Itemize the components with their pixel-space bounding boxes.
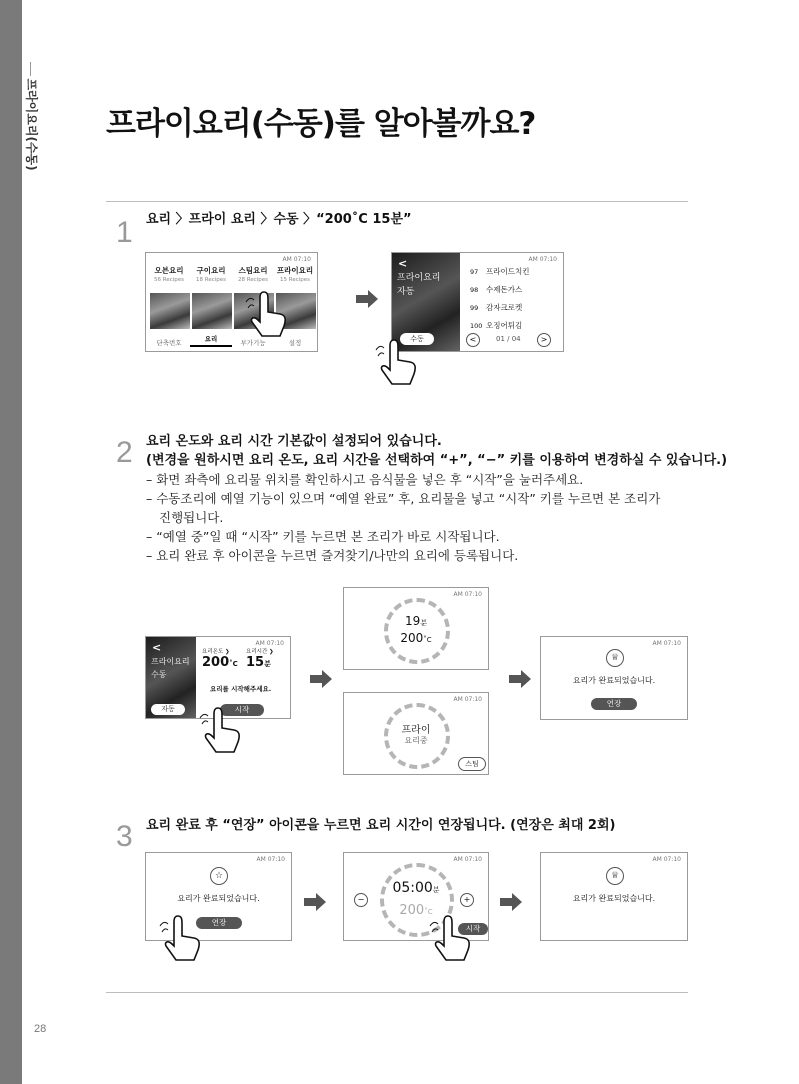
- right-arrow-icon: [500, 893, 522, 911]
- complete-message: 요리가 완료되었습니다.: [572, 676, 656, 685]
- status-bar: AM 07:10: [652, 640, 681, 647]
- category-fry[interactable]: 프라이요리 15 Recipes: [276, 266, 314, 283]
- right-arrow-icon: [509, 670, 531, 688]
- status-bar: AM 07:10: [282, 256, 311, 263]
- sidebar-band: [0, 0, 22, 1084]
- panel-title: 프라이요리: [397, 273, 441, 283]
- cooking-state: 요리중: [404, 736, 428, 745]
- recipe-item[interactable]: 97 프라이드치킨: [470, 267, 530, 276]
- status-bar: AM 07:10: [453, 591, 482, 598]
- status-bar: AM 07:10: [652, 856, 681, 863]
- cooking-temp: 200˚C: [400, 631, 432, 645]
- complete-message: 요리가 완료되었습니다.: [572, 894, 656, 903]
- complete-message: 요리가 완료되었습니다.: [177, 894, 260, 903]
- temp-label[interactable]: 요리온도 ❯: [202, 649, 230, 655]
- minus-button[interactable]: −: [354, 893, 368, 907]
- recipe-item[interactable]: 99 감자크로켓: [470, 303, 523, 312]
- tab-extras[interactable]: 부가기능: [240, 339, 266, 347]
- status-bar: AM 07:10: [528, 256, 557, 263]
- pointing-hand-icon: [428, 912, 480, 964]
- list-item: – 요리 완료 후 아이콘을 누르면 즐겨찾기/나만의 요리에 등록됩니다.: [146, 548, 519, 563]
- time-label[interactable]: 요리시간 ❯: [246, 649, 274, 655]
- pointing-hand-icon: [198, 704, 250, 756]
- manual-button[interactable]: 수동: [400, 333, 434, 345]
- remaining-time: 19분: [404, 614, 428, 628]
- list-item: 진행됩니다.: [159, 510, 224, 525]
- step-number: 1: [116, 216, 133, 249]
- cooking-complete-screen: [540, 636, 688, 720]
- section-tab: [24, 62, 38, 172]
- start-button[interactable]: 시작: [220, 704, 264, 716]
- step-heading: 요리 〉프라이 요리 〉수동 〉“200˚C 15분”: [146, 212, 412, 227]
- cooking-progress-screen: [343, 692, 489, 775]
- list-item: – 화면 좌측에 요리물 위치를 확인하시고 음식물을 넣은 후 “시작”을 눌러주세요.: [146, 472, 584, 487]
- recipe-item[interactable]: 100 오징어튀김: [470, 321, 523, 330]
- timer-screen: [343, 587, 489, 670]
- chef-hat-icon[interactable]: ♕: [606, 867, 624, 885]
- right-arrow-icon: [356, 290, 378, 308]
- category-grill[interactable]: 구이요리 18 Recipes: [196, 266, 226, 283]
- step-number: 3: [116, 820, 133, 853]
- section-label: 프라이요리(수동): [24, 78, 39, 171]
- auto-button[interactable]: 자동: [151, 704, 185, 715]
- panel-title: 프라이요리: [151, 657, 190, 666]
- step-number: 2: [116, 436, 133, 469]
- category-steam[interactable]: 스팀요리 28 Recipes: [238, 266, 268, 283]
- tab-shortcut[interactable]: 단축번호: [156, 339, 182, 347]
- start-button[interactable]: 시작: [458, 923, 488, 935]
- right-arrow-icon: [310, 670, 332, 688]
- bottom-divider: [106, 992, 688, 993]
- fry-photo-panel: [146, 637, 196, 719]
- pointing-hand-icon: [158, 912, 210, 964]
- category-oven[interactable]: 오븐요리 56 Recipes: [154, 266, 184, 283]
- cooking-temp[interactable]: 200˚C: [399, 903, 433, 918]
- extend-button[interactable]: 연장: [591, 698, 637, 710]
- status-bar: AM 07:10: [256, 856, 285, 863]
- tab-settings[interactable]: 설정: [288, 339, 302, 347]
- list-item: – 수동조리에 예열 기능이 있으며 “예열 완료” 후, 요리물을 넣고 “시작” 키를 누르면 본 조리가: [146, 491, 661, 506]
- panel-subtitle: 자동: [397, 287, 415, 297]
- food-photo: [150, 293, 190, 329]
- cooking-complete-screen: [540, 852, 688, 941]
- cooking-mode: 프라이: [401, 725, 431, 736]
- pointing-hand-icon: [244, 288, 296, 340]
- extend-button[interactable]: 연장: [196, 917, 242, 929]
- star-icon[interactable]: ☆: [210, 867, 228, 885]
- prev-page-button[interactable]: <: [466, 333, 480, 347]
- tab-cooking[interactable]: 요리: [190, 334, 232, 347]
- time-value[interactable]: 15분: [246, 655, 271, 670]
- step-subheading: (변경을 원하시면 요리 온도, 요리 시간을 선택하여 “+”, “−” 키를 이용하여 변경하실 수 있습니다.): [146, 453, 728, 468]
- page-indicator: 01 / 04: [496, 335, 521, 343]
- status-bar: AM 07:10: [453, 696, 482, 703]
- next-page-button[interactable]: >: [537, 333, 551, 347]
- status-bar: AM 07:10: [255, 640, 284, 647]
- step-heading: 요리 완료 후 “연장” 아이콘을 누르면 요리 시간이 연장됩니다. (연장은 최대 2회): [146, 818, 616, 833]
- recipe-item[interactable]: 98 수제돈가스: [470, 285, 523, 294]
- section-tab-marker: [30, 62, 31, 76]
- plus-button[interactable]: +: [460, 893, 474, 907]
- step-heading: 요리 온도와 요리 시간 기본값이 설정되어 있습니다.: [146, 434, 442, 449]
- extended-time[interactable]: 05:00분: [392, 880, 440, 896]
- top-divider: [106, 201, 688, 202]
- start-prompt: 요리를 시작해주세요.: [210, 685, 272, 693]
- temp-value[interactable]: 200˚C: [202, 655, 238, 670]
- food-photo: [192, 293, 232, 329]
- list-item: – “예열 중”일 때 “시작” 키를 누르면 본 조리가 바로 시작됩니다.: [146, 529, 500, 544]
- right-arrow-icon: [304, 893, 326, 911]
- back-button[interactable]: <: [152, 641, 162, 654]
- steam-button[interactable]: 스팀: [458, 757, 486, 771]
- instruction-list: [146, 470, 660, 565]
- page-title: 프라이요리(수동)를 알아볼까요?: [106, 106, 536, 142]
- status-bar: AM 07:10: [453, 856, 482, 863]
- back-button[interactable]: <: [398, 257, 408, 270]
- chef-hat-icon[interactable]: ♕: [606, 649, 624, 667]
- pointing-hand-icon: [374, 336, 426, 388]
- page-number: 28: [34, 1023, 47, 1035]
- panel-subtitle: 수동: [151, 670, 167, 679]
